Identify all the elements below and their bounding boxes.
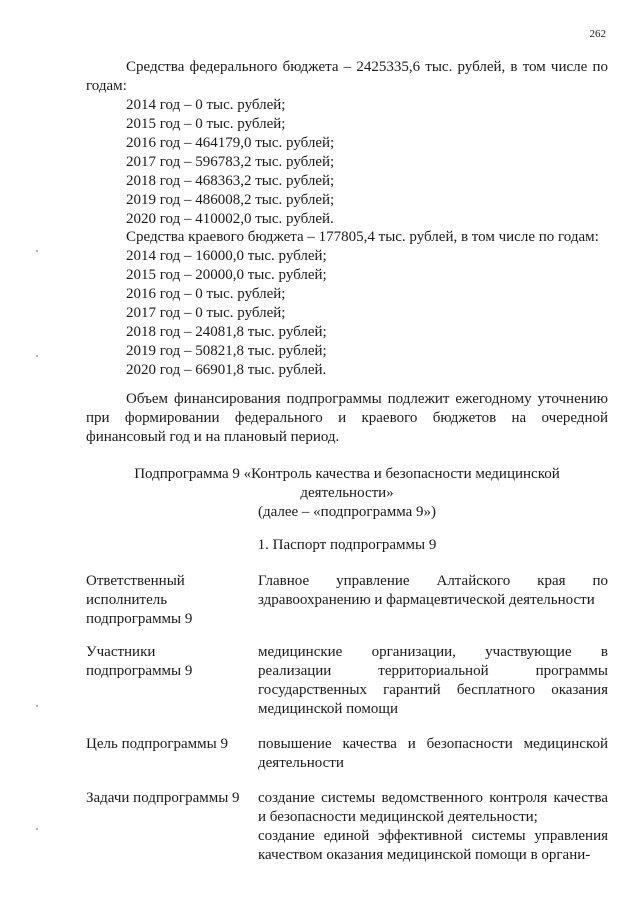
regional-budget-section <box>86 228 608 380</box>
federal-year-2019: 2019 год – 486008,2 тыс. рублей; <box>126 192 335 208</box>
federal-year-2017: 2017 год – 596783,2 тыс. рублей; <box>126 154 335 170</box>
federal-year-2015: 2015 год – 0 тыс. рублей; <box>126 116 286 132</box>
financing-note: Объем финансирования подпрограммы подлежит ежегодному уточнению при формировании федерального и краевого бюджетов на очередной финансовый год и на плановый период. <box>86 391 608 445</box>
scan-speck <box>36 355 38 357</box>
federal-budget-intro: Средства федерального бюджета – 2425335,6 тыс. рублей, в том числе по годам: <box>86 59 608 94</box>
subprogram-heading-line3: (далее – «подпрограмма 9») <box>257 504 437 520</box>
scan-speck <box>36 705 38 707</box>
task-item-1: создание системы ведомственного контроля качества и безопасности медицинской деятельности; <box>258 790 608 825</box>
federal-year-2016: 2016 год – 464179,0 тыс. рублей; <box>126 135 335 151</box>
tasks-label: Задачи подпрограммы 9 <box>86 790 240 806</box>
executor-label: Ответственный исполнитель подпрограммы 9 <box>86 573 193 627</box>
subprogram-heading <box>86 465 608 522</box>
regional-year-2019: 2019 год – 50821,8 тыс. рублей; <box>126 343 327 359</box>
financing-note-section <box>86 390 608 447</box>
federal-year-2014: 2014 год – 0 тыс. рублей; <box>126 97 286 113</box>
participants-value: медицинские организации, участвующие в реализации территориальной программы государственных гарантий бесплатного оказания медицинской помощи <box>258 644 608 717</box>
goal-label: Цель подпрограммы 9 <box>86 736 228 752</box>
subprogram-heading-line1: Подпрограмма 9 «Контроль качества и безопасности медицинской <box>134 466 560 482</box>
subprogram-heading-line2: деятельности» <box>300 485 394 501</box>
federal-budget-section <box>86 58 608 229</box>
participants-label: Участники подпрограммы 9 <box>86 644 193 679</box>
federal-year-2018: 2018 год – 468363,2 тыс. рублей; <box>126 173 335 189</box>
regional-year-2015: 2015 год – 20000,0 тыс. рублей; <box>126 267 327 283</box>
executor-value: Главное управление Алтайского края по здравоохранению и фармацевтической деятельности <box>258 573 608 608</box>
regional-year-2016: 2016 год – 0 тыс. рублей; <box>126 286 286 302</box>
regional-year-2017: 2017 год – 0 тыс. рублей; <box>126 305 286 321</box>
goal-value: повышение качества и безопасности медицинской деятельности <box>258 736 608 771</box>
scan-speck <box>36 828 38 830</box>
regional-year-2018: 2018 год – 24081,8 тыс. рублей; <box>126 324 327 340</box>
page-number: 262 <box>589 28 606 40</box>
tasks-value <box>258 789 608 865</box>
regional-budget-intro: Средства краевого бюджета – 177805,4 тыс. рублей, в том числе по годам: <box>126 229 599 245</box>
scan-speck <box>36 250 38 252</box>
federal-year-2020: 2020 год – 410002,0 тыс. рублей. <box>126 211 334 227</box>
regional-year-2014: 2014 год – 16000,0 тыс. рублей; <box>126 248 327 264</box>
passport-heading: 1. Паспорт подпрограммы 9 <box>257 537 437 553</box>
regional-year-2020: 2020 год – 66901,8 тыс. рублей. <box>126 362 327 378</box>
task-item-2: создание единой эффективной системы управления качеством оказания медицинской помощи в органи- <box>258 828 608 863</box>
